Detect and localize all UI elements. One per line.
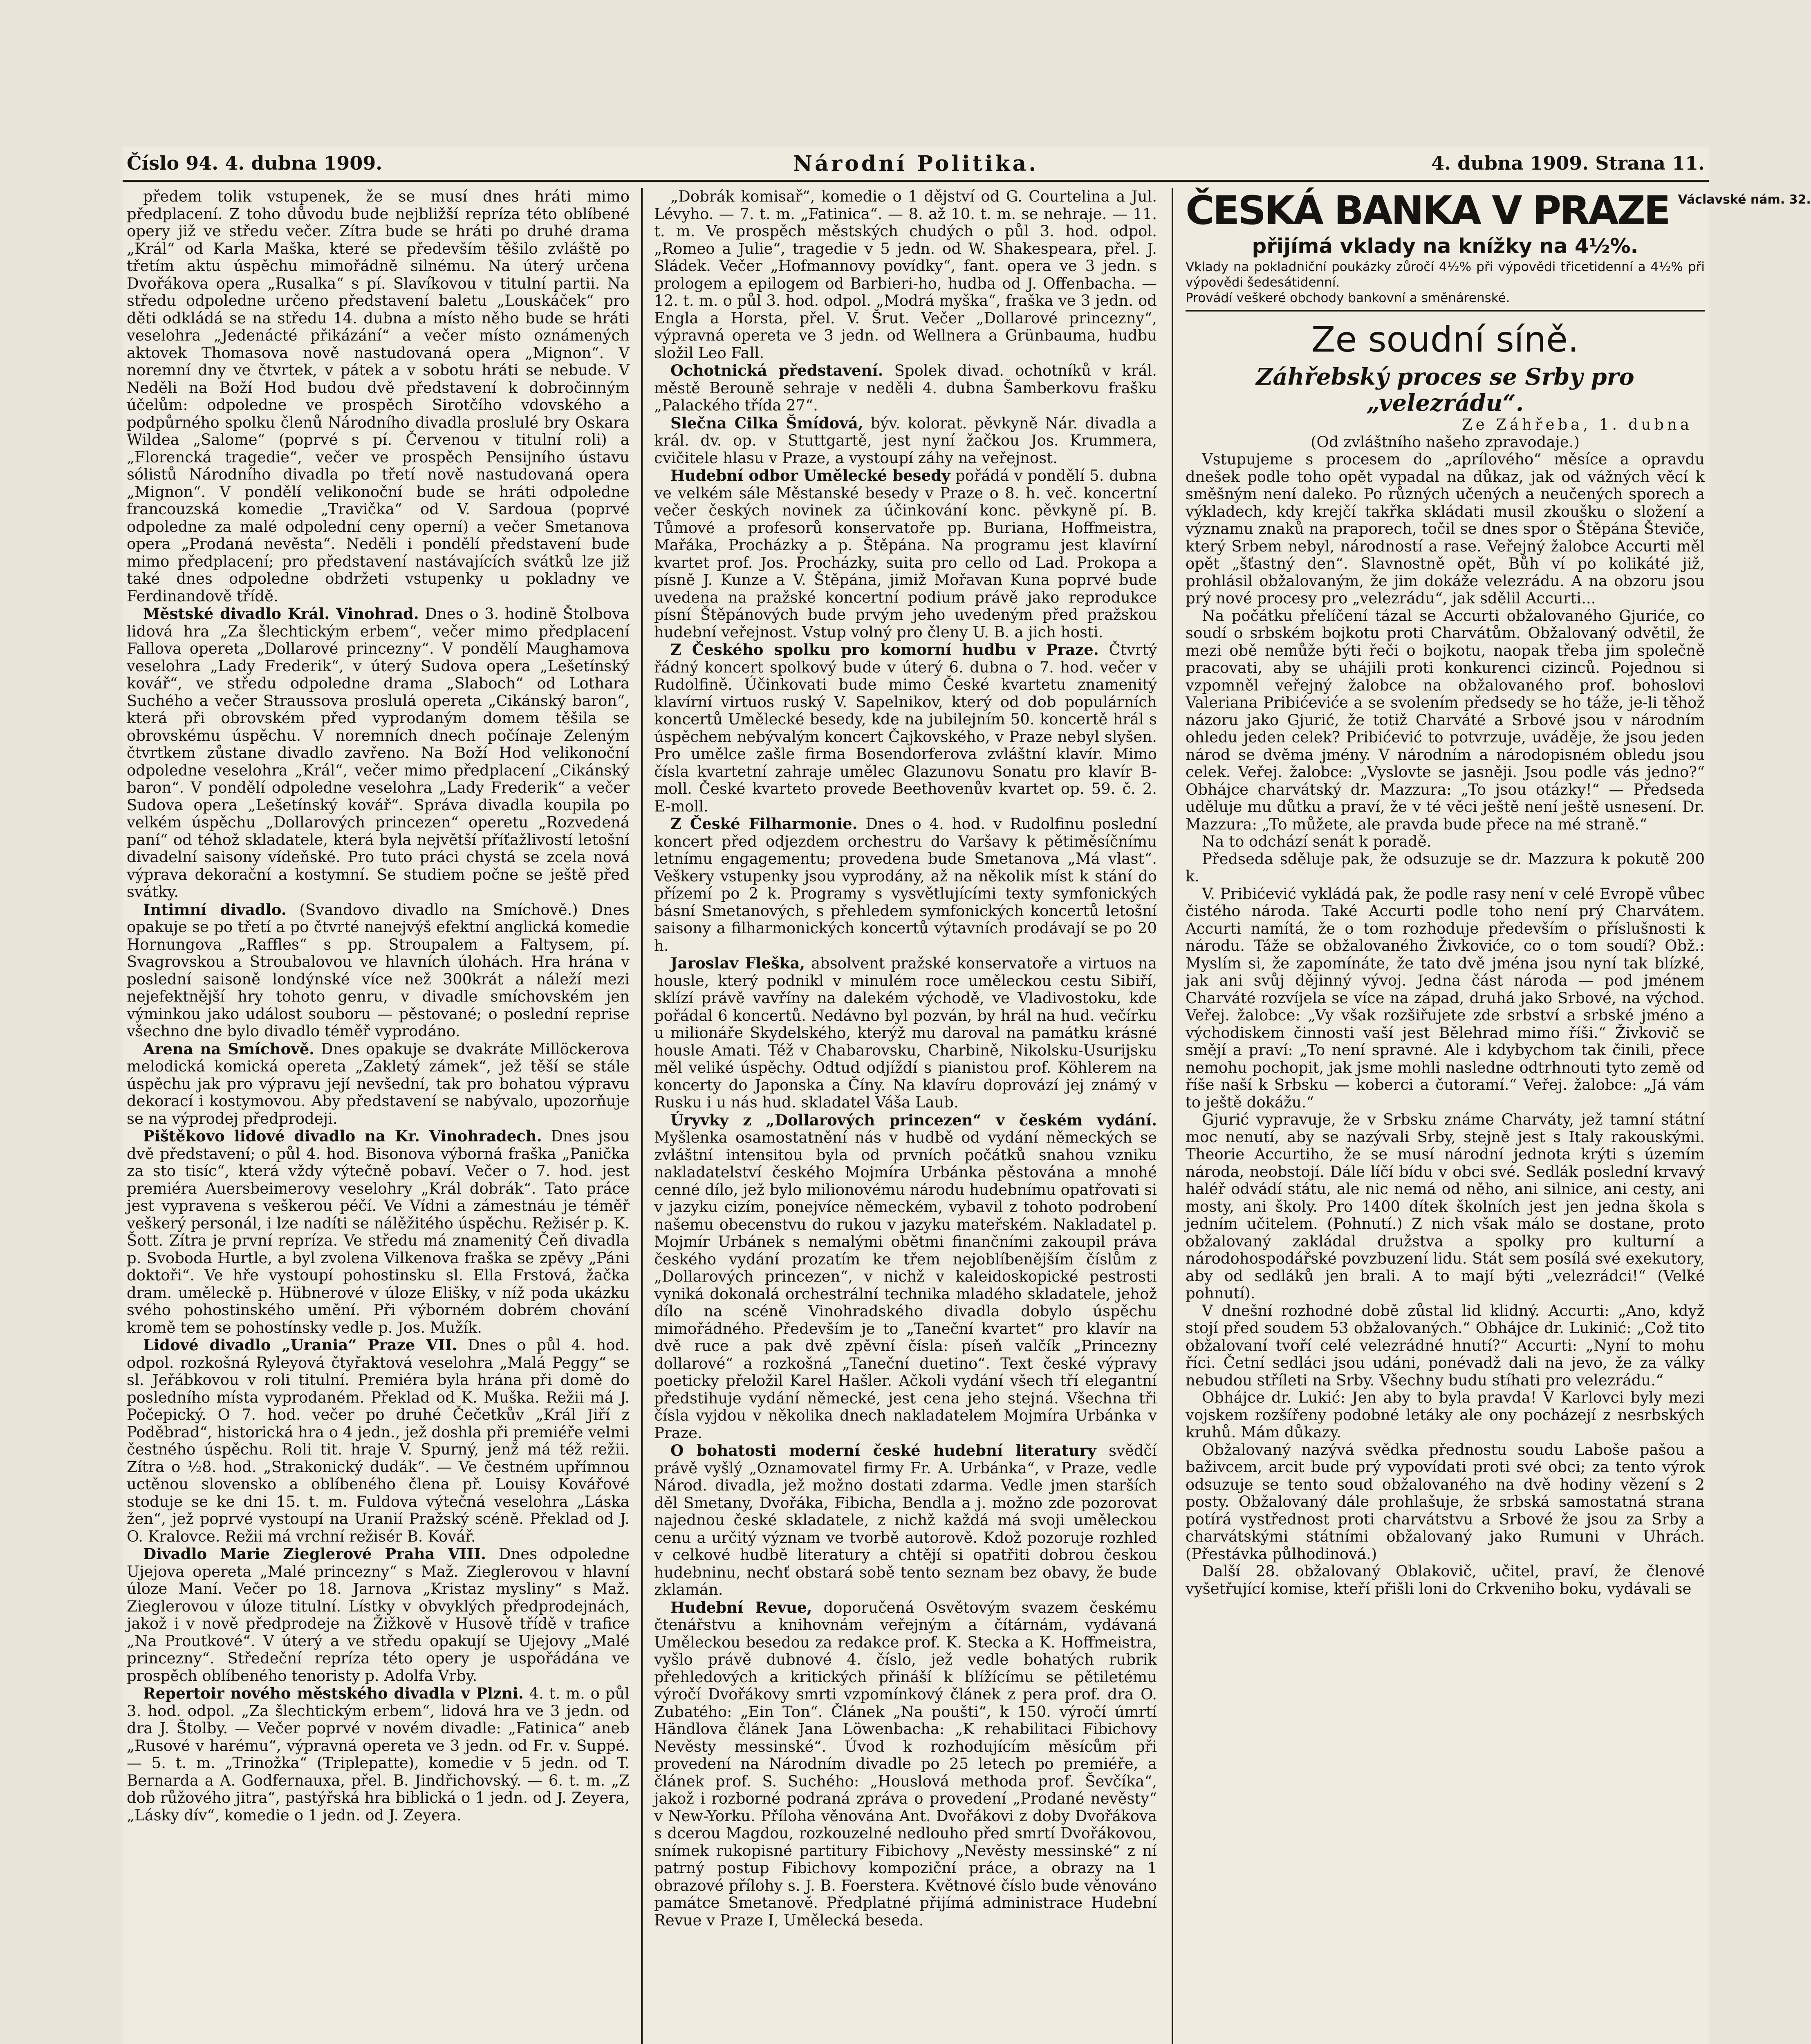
article-section: [127, 605, 630, 901]
paragraph: Obžalovaný nazývá svědka přednostu soudu Laboše pašou a baživcem, arcit bude prý vypovídati proti své obci; za tento výrok odsuzuje se tento soud obžalovaného na dvě hodiny vězení s 2 posty. Obžalovaný dále prohlašuje, že srbská samostatná strana potírá vystřednost proti charvátstvu a Srbové že jsou za Srby a charvátskými státními obžalovaný jako Rumuni v Uhrách. (Přestávka půlhodinová.): [1186, 1441, 1705, 1563]
section-head: Jaroslav Fleška,: [670, 954, 805, 972]
section-text: Dnes jsou dvě představení; o půl 4. hod. Bisonova výborná fraška „Panička za sto tisíc“, která vždy výtečně pobaví. Večer o 7. hod. jest premiéra Auersbeimerovy veselohry „Král dobrák“. Tato práce jest vypravena s veškerou péčí. Ve Vídni a zámestnáu je téměř veškerý personál, i lze nadíti se nálěžitého úspěchu. Režisér p. K. Šott. Zítra je první repríza. Ve středu má znamenitý Čeň divadla p. Svoboda Hurtle, a byl zvolena Vilkenova fraška se zpěvy „Páni doktoři“. Ve hře vystoupí pohostinsku sl. Ella Frstová, žačka dram. uměleckě p. Hübnerové v úloze Elišky, v níž poda ukázku svého pohostinského umění. Při výborném dobrém chování kromě tem se pohostínsky vedle p. Jos. Mužík.: [127, 1127, 630, 1336]
article-section: [127, 1336, 630, 1545]
section-head: Divadlo Marie Zieglerové Praha VIII.: [143, 1545, 486, 1563]
article-section: [654, 415, 1157, 467]
section-text: Dnes o půl 4. hod. odpol. rozkošná Ryleyová čtyřaktová veselohra „Malá Peggy“ se sl. Jeřábkovou v roli titulní. Premiéra byla hrána při domě do posledního místa vyprodaném. Překlad od K. Muška. Režii má J. Počepický. O 7. hod. večer po druhé Čečetkův „Král Jiří z Poděbrad“, historická hra o 4 jedn., jež doshla při premiéře velmi čestného úspěchu. Roli tit. hraje V. Spurný, jenž má též režii. Zítra o ½8. hod. „Strakonický dudák“. — Ve čestném upřímnou uctěnou slovensko a oblíbeného člena př. Louisy Kovářové stoduje se ke dni 15. t. m. Fuldova výtečná veselohra „Láska žen“, jež poprvé vystoupí na Uranií Pražský scéně. Překlad od J. O. Kralovce. Režii má vrchní režisér B. Kovář.: [127, 1336, 630, 1545]
paragraph: Gjurić vypravuje, že v Srbsku známe Charváty, jež tamní státní moc nenutí, aby se nazývali Srby, stejně jest s Italy rakouskými. Theorie Accurtiho, že se musí národní jednota krýti s územím národa, neobstojí. Dále líčí bídu v obci své. Sedlák poslední krvavý haléř odvádí státu, ale nic nemá od něho, ani silnice, ani cesty, ani mosty, ani školy. Pro 1400 dítek školních jest jen jedna škola s jedním učitelem. (Pohnutí.) Z nich však málo se dostane, proto obžalovaný zakládal družstva a spolky pro kulturní a národohospodářské povzbuzení lidu. Stát sem posílá své exekutory, aby od sedláků jen brali. A to mají býti „velezrádci!“ (Velké pohnutí).: [1186, 1111, 1705, 1302]
article-section: [127, 1685, 630, 1824]
bank-deposit-offer: přijímá vklady na knížky na 4½%.: [1252, 234, 1638, 258]
section-head: Arena na Smíchově.: [143, 1040, 315, 1058]
section-text: Dnes o 4. hod. v Rudolfinu poslední koncert před odjezdem orchestru do Varšavy k pětiměsíčnímu letnímu engagementu; provedena bude Smetanova „Má vlast“. Veškery vstupenky jsou vyprodány, až na několik míst k stání do přízemí po 2 k. Programy s vysvětlujícími texty symfonických básní Smetanových, s přehledem symfonických koncertů letošní saisony a filharmonických koncertů výtavních prodávají se po 20 h.: [654, 815, 1157, 955]
masthead-title: Národní Politika.: [793, 151, 1039, 176]
article-section: [654, 1112, 1157, 1442]
article-section: [654, 955, 1157, 1112]
section-head: Pištěkovo lidové divadlo na Kr. Vinohradech.: [143, 1127, 542, 1145]
issue-number-date: Číslo 94. 4. dubna 1909.: [127, 152, 383, 174]
paragraph: Na počátku přelíčení tázal se Accurti obžalovaného Gjuriće, co soudí o srbském bojkotu proti Charvátům. Obžalovaný odvětil, že mezi obě nemůže býti řeči o bojkotu, naopak třeba jim společně pracovati, aby se uhájili proti konkurenci cizinců. Pojednou si vzpomněl veřejný žalobce na obžalovaného prof. bohoslovi Valeriana Pribićeviće a se svolením předsedy se ho táže, je-li těhož názoru jako Gjurić, že totiž Charváté a Srbové jsou v národním ohledu jeden celek? Pribićević to potvrzuje, uváděje, že jsou jeden národ se dvěma jmény. V národním a národopisném obledu jsou celek. Veřej. žalobce: „Vyslovte se jasněji. Jsou podle vás jedno?“ Obhájce charvátský dr. Mazzura: „To jsou otázky!“ — Předseda uděluje mu důtku a praví, že v té věci ještě není ještě usnesení. Dr. Mazzura: „To můžete, ale pravda bude přece na mé straně.“: [1186, 607, 1705, 833]
article-section: [654, 1442, 1157, 1599]
section-text: Dnes opakuje se dvakráte Millöckerova melodická komická opereta „Zakletý zámek“, jež těší se stále úspěchu jak pro výpravu její nevšední, tak pro bohatou výpravu dekorací i kostymovou. Aby představení se nabývalo, upozorňuje se na výprodej předprodeji.: [127, 1040, 630, 1127]
article-title: Záhřebský proces se Srby pro „velezrádu“.: [1256, 363, 1634, 417]
section-text: Dnes odpoledne Ujejova opereta „Malé princezny“ s Maž. Zieglerovou v hlavní úloze Maní. Večer po 18. Jarnova „Kristaz mysliny“ s Maž. Zieglerovou v úloze titulní. Lístky v obvyklých předprodejnách, jakož i v nově předprodeje na Žižkově v Husově třídě v trafice „Na Proutkové“. V úterý a ve středu opakují se Ujejovy „Malé princezny“. Středeční repríza této opery je uspořádána ve prospěch oblíbeného tenoristy p. Adolfa Vrby.: [127, 1545, 630, 1685]
section-head: Ochotnická představení.: [670, 361, 883, 379]
section-text: absolvent pražské konservatoře a virtuos na housle, který podnikl v minulém roce uměleckou cestu Sibiří, sklízí právě vavříny na dalekém východě, ve Vladivostoku, kde pořádal 6 koncertů. Nedávno byl pozván, by hrál na hud. večírku u milionáře Skydelského, kterýž mu daroval na památku krásné housle Amati. Též v Chabarovsku, Charbině, Nikolsku-Usurijsku měl veliké úspěchy. Odtud odjíždí s pianistou prof. Köhlerem na koncerty do Japonska a Číny. Na klavíru doprovází jej známý v Rusku i u nás hud. skladatel Váša Laub.: [654, 955, 1157, 1111]
column-2: [654, 188, 1157, 2044]
article-section: [654, 1599, 1157, 1930]
bank-name-row: [1186, 188, 1811, 233]
section-head: Z České Filharmonie.: [670, 815, 858, 833]
bank-name: ČESKÁ BANKA V PRAZE: [1186, 188, 1669, 233]
section-text: Dnes o 3. hodině Štolbova lidová hra „Za šlechtickým erbem“, večer mimo předplacení Fallova opereta „Dollarové princezny“. V pondělí Maughamova veselohra „Lady Frederik“, v úterý Sudova opera „Lešetínský kovář“, ve středu odpoledne drama „Slaboch“ od Lothara Suchého a večer Straussova proslulá opereta „Cikánský baron“, která při obrovském před vyprodaným domem těšila se obrovskému úspěchu. V noremních dnech počínaje Zeleným čtvrtkem zůstane divadlo zavřeno. Na Boží Hod velikonoční odpoledne veselohra „Král“, večer mimo předplacení „Cikánský baron“. V pondělí odpoledne veselohra „Lady Frederik“ a večer Sudova opera „Lešetínský kovář“. Správa divadla koupila po velkém úspěchu „Dollarových princezen“ operetu „Rozvedená paní“ od téhož skladatele, která byla největší příťažlivostí letošní divadelní saisony vídeňské. Pro tuto práci chystá se zcela nová výprava dekorační a kostymní. Se studiem počne se ještě před svátky.: [127, 605, 630, 901]
article-section: [654, 362, 1157, 415]
section-head: Intimní divadlo.: [143, 900, 287, 919]
section-text: Spolek divad. ochotníků v král. městě Berouně sehraje v neděli 4. dubna Šamberkovu frašku „Palackého třída 27“.: [654, 362, 1157, 414]
paragraph: předem tolik vstupenek, že se musí dnes hráti mimo předplacení. Z toho důvodu bude nejbližší repríza této oblíbené opery již ve středu večer. Zítra bude se hráti po druhé drama „Král“ od Karla Maška, které se především těšilo zvláště po třetím aktu úspěchu mimořádně silnému. Na úterý určena Dvořákova opera „Rusalka“ s pí. Slavíkovou v titulní partii. Na středu odpoledne určeno představení baletu „Louskáček“ pro děti odkládá se na středu 14. dubna a místo něho bude se hráti veselohra „Jedenácté přikázání“ a večer místo oznámených aktovek Thomasova nově nastudovaná opera „Mignon“. V noremní dny ve čtvrtek, v pátek a v sobotu hráti se nebude. V Neděli na Boží Hod budou dvě představení k dobročinným účelům: odpoledne ve prospěch Sirotčího vdovského a podpůrného spolku členů Národního divadla proslulé bry Oskara Wildea „Salome“ (poprvé s pí. Červenou v titulní roli) a „Florencká tragedie“, večer ve prospěch Pensijního ústavu sólistů Národního divadla po třetí nově nastudovaná opera „Mignon“. V pondělí velikonoční bude se hráti odpoledne francouzská komedie „Travička“ od V. Sardoua (poprvé odpoledne za malé odpolední ceny operní) a večer Smetanova opera „Prodaná nevěsta“. Neděli i pondělí představení bude mimo předplacení; pro představení nastávajících svátků lze již také dnes odpoledne obdržeti vstupenky u pokladny ve Ferdinandově třídě.: [127, 188, 630, 605]
section-text: doporučená Osvětovým svazem českému čtenářstvu a knihovnám veřejným a čítárnám, vydávaná Uměleckou besedou za redakce prof. K. Stecka a K. Hoffmeistra, vyšlo právě dubnové 4. číslo, jež vedle bohatých rubrik přehledových a kritických přináší k blížícímu se pětiletému výročí Dvořákovy smrti vzpomínkový článek z pera prof. dra O. Zubatého: „Ein Ton“. Článek „Na poušti“, k 150. výročí úmrtí Händlova článek Jana Löwenbacha: „K rehabilitaci Fibichovy Nevěsty messinské“. Úvod k rozhodujícím měsícům při provedení na Národním divadle po 25 letech po premiéře, a článek prof. S. Suchého: „Houslová methoda prof. Ševčíka“, jakož i rozborné podraná zpráva o provedení „Prodané nevěsty“ v New-Yorku. Příloha věnována Ant. Dvořákovi z doby Dvořákova s dcerou Magdou, rozkouzelné nedlouho před smrtí Dvořákovou, snímek rukopisné partitury Fibichovy „Nevěsty messinské“ z ní patrný postup Fibichovy kompoziční práce, a obrazy na 1 obrazové přílohy s. J. B. Foerstera. Květnové číslo bude věnováno památce Smetanově. Předplatné přijímá administrace Hudební Revue v Praze I, Umělecká beseda.: [654, 1598, 1157, 1929]
paragraph: V dnešní rozhodné době zůstal lid klidný. Accurti: „Ano, když stojí před soudem 53 obžalovaných.“ Obhájce dr. Lukinić: „Což tito obžalovaní tvoří celé velezrádné hnutí?“ Accurti: „Nyní to mohu říci. Četní sedláci jsou udáni, ponévadž dali na jevo, že za války nebudou stříleti na Srby. Všechny budu stíhati pro velezrádu.“: [1186, 1302, 1705, 1389]
paragraph: „Dobrák komisař“, komedie o 1 dějství od G. Courtelina a Jul. Lévyho. — 7. t. m. „Fatinica“. — 8. až 10. t. m. se nehraje. — 11. t. m. Ve prospěch městských chudých o půl 3. hod. odpol. „Romeo a Julie“, tragedie v 5 jedn. od W. Shakespeara, přel. J. Sládek. Večer „Hofmannovy povídky“, fant. opera ve 3 jedn. s prologem a epilogem od Barbieri-ho, hudba od J. Offenbacha. — 12. t. m. o půl 3. hod. odpol. „Modrá myška“, fraška ve 3 jedn. od Engla a Horsta, přel. V. Šrut. Večer „Dollarové princezny“, výpravná opereta ve 3 jedn. od Wellnera a Grünbauma, hudbu složil Leo Fall.: [654, 188, 1157, 362]
bank-terms: Vklady na pokladniční poukázky zůročí 4½% při výpovědi třicetidenní a 4½% při výpovědi šedesátidenní.: [1186, 260, 1705, 290]
section-head: Úryvky z „Dollarových princezen“ v českém vydání.: [670, 1111, 1157, 1129]
section-text: pořádá v pondělí 5. dubna ve velkém sále Městanské besedy v Praze o 8. h. več. koncertní večer českých novinek za účinkování konc. pěvkyně pí. B. Tůmové a profesorů konservatoře pp. Buriana, Hoffmeistra, Mařáka, Procházky a p. Štěpána. Na programu jest klavírní kvartet prof. Jos. Procházky, suita pro cello od Lad. Prokopa a písně J. Kunze a V. Štěpána, jimiž Mořavan Kuna poprvé bude uvedena na pražské koncertní podium právě jako reprodukce písní Štěpánových bude prvým jeho uvedeným před pražskou hudební veřejnost. Vstup volný pro členy U. B. a jich hosti.: [654, 467, 1157, 641]
section-text: Myšlenka osamostatnění nás v hudbě od vydání německých se zvláštní intensitou byla od prvních počátků snahou vzniku nakladatelství českého Mojmíra Urbánka pěstována a mnohé cenné dílo, jež bylo milionovému národu hudebnímu opatřovati si v jazyku cizím, ponejvíce německém, vybavil z tohoto podrobení našemu obecenstvu do rukou v jazyku mateřském. Nakladatel p. Mojmír Urbánek s nemalými obětmi finančními zakoupil práva českého vydání prozatím ke třem nejoblíbenějším číslům z „Dollarových princezen“, v nichž v kaleidoskopické pestrosti vyniká dokonalá orchestrální technika mladého skladatele, jehož dílo na scéně Vinohradského divadla dobylo úspěchu mimořádného. Především je to „Taneční kvartet“ pro klavír na dvě ruce a pak dvě zpěvní čísla: píseň valčík „Princezny dollarové“ a rozkošná „Taneční duetino“. Text české výpravy poeticky přeložil Karel Hašler. Ačkoli vydání všech tří elegantní předstihuje vydání německé, jest cena jeho stejná. Všechna tři čísla vyjdou v několika dnech nakladatelem Mojmíra Urbánka v Praze.: [654, 1129, 1157, 1442]
section-text: (Svandovo divadlo na Smíchově.) Dnes opakuje se po třetí a po čtvrté nanejvýš efektní anglická komedie Hornungova „Raffles“ s pp. Stroupalem a Faltysem, pí. Svagrovskou a Stroubalovou ve hlavních úlohách. Hra hrána v poslední saisoně londýnské více než 300krát a náleží mezi nejefektnější hry tohoto genru, v divadle smíchovském jen výminkou jako událost souboru — pěstované; o poslední reprise všechno dne bylo divadlo téměř vyprodáno.: [127, 901, 630, 1040]
section-head: Repertoir nového městského divadla v Plzni.: [143, 1684, 524, 1702]
paragraph: Vstupujeme s procesem do „aprílového“ měsíce a opravdu dnešek podle toho opět vypadal na důkaz, jak od vážných věcí k směšným není daleko. Po různých učených a neučených sporech a výkladech, kdy krejčí takřka skládati musil zkoušku o složení a významu znaků na praporech, točil se dnes spor o Štěpána Števiče, který Srbem nebyl, národností a rase. Veřejný žalobce Accurti měl opět „šťastný den“. Slavnostně opět, Bůh ví po kolikáté již, prohlásil obžalovaným, že jim dokáže velezrádu. A na obzoru jsou prý nové procesy pro „velezrádu“, jak sdělil Accurti...: [1186, 450, 1705, 607]
section-head: Slečna Cilka Šmídová,: [670, 414, 863, 432]
paragraph: Předseda sděluje pak, že odsuzuje se dr. Mazzura k pokutě 200 k.: [1186, 850, 1705, 885]
article-section: [654, 641, 1157, 815]
paragraph: V. Pribićević vykládá pak, že podle rasy není v celé Evropě vůbec čistého národa. Také Accurti podle toho není prý Charvátem. Accurti namítá, že o tom rozhoduje především o příslušnosti k národu. Táže se obžalovaného Živkoviće, co o tom soudí? Obž.: Myslím si, že zapomínáte, že tato dvě jména jsou nyní tak blízké, jak ani svůj dějinný vývoj. Jedna část národa — pod jménem Charváté rozvíjela se více na západ, druhá jako Srbové, na východ. Veřej. žalobce: „Vy však rozšiřujete zde srbství a srbské jméno a východiskem činnosti vaší jest Bělehrad mimo říši.“ Živkovič se smějí a praví: „To není spravné. Ale i kdybychom tak činili, přece nemohu pochopit, jak jsme mohli nasledne odtrhnouti tyto země od říše naší k Srbsku — koberci a čutoramí.“ Veřej. žalobce: „Já vám to ještě dokážu.“: [1186, 885, 1705, 1111]
page-header: [123, 147, 1709, 182]
section-head: O bohatosti moderní české hudební literatury: [670, 1441, 1096, 1459]
section-head: Hudební Revue,: [670, 1598, 812, 1616]
article-section: [654, 467, 1157, 641]
section-head: Z Českého spolku pro komorní hudbu v Praze.: [670, 641, 1099, 659]
column-1: [127, 188, 630, 2044]
column-3: [1186, 188, 1811, 2044]
article-section: [127, 1545, 630, 1685]
article-subhead: (Od zvláštního našeho zpravodaje.): [1311, 433, 1580, 451]
section-text: svědčí právě vyšlý „Oznamovatel firmy Fr. A. Urbánka“, v Praze, vedle Národ. divadla, jež možno dostati zdarma. Vedle jmen starších děl Smetany, Dvořáka, Fibicha, Bendla a j. možno zde pozorovat najednou české skladatele, z nichž každá má svoji uměleckou cenu a určitý význam ve tvorbě autorově. Kdož pozoruje rozhled v celkové hudbě literatury a chtějí si opatřiti dobrou českou hudebninu, nechť obstará sobě tento seznam bez obavy, že bude zklamán.: [654, 1442, 1157, 1598]
section-title: Ze soudní síně.: [1311, 319, 1579, 360]
section-text: 4. t. m. o půl 3. hod. odpol. „Za šlechtickým erbem“, lidová hra ve 3 jedn. od dra J. Štolby. — Večer poprvé v novém divadle: „Fatinica“ aneb „Rusové v harému“, výpravná opereta ve 3 jedn. od Fr. v. Suppé. — 5. t. m. „Trinožka“ (Triplepatte), komedie v 5 jedn. od T. Bernarda a A. Godfernauxa, přel. B. Jindřichovský. — 6. t. m. „Z dob růžového jitra“, pastýřská hra biblická o 1 jedn. od J. Zeyera, „Lásky dív“, komedie o 1 jedn. od J. Zeyera.: [127, 1685, 630, 1824]
section-text: býv. kolorat. pěvkyně Nár. divadla a král. dv. op. v Stuttgartě, jest nyní žačkou Jos. Krummera, cvičitele hlasu v Praze, a vystoupí záhy na veřejnost.: [654, 414, 1157, 467]
dateline: Ze Záhřeba, 1. dubna: [1462, 416, 1692, 433]
article-section: [127, 1127, 630, 1336]
newspaper-page: [123, 147, 1811, 2044]
date-page-number: 4. dubna 1909. Strana 11.: [1431, 152, 1705, 174]
bank-address: Václavské nám. 32.: [1678, 193, 1811, 207]
section-text: Čtvrtý řádný koncert spolkový bude v úterý 6. dubna o 7. hod. večer v Rudolfině. Účinkovati bude mimo České kvartetu znamenitý klavírní virtuos ruský V. Sapelnikov, který od dob populárních koncertů Umělecké besedy, kde na jubilejním 50. koncertě hrál s úspěchem nebývalým koncert Čajkovského, v Praze nebyl slyšen. Pro umělce zašle firma Bosendorferova zvláštní klavír. Mimo čísla kvartetní zahraje umělec Glazunovu Sonatu pro klavír B-moll. České kvarteto provede Beethovenův kvartet op. 59. č. 2. E-moll.: [654, 641, 1157, 815]
article-section: [654, 815, 1157, 955]
paragraph: Další 28. obžalovaný Oblakovič, učitel, praví, že členové vyšetřující komise, kteří přišli loni do Crkveniho boku, vydávali se: [1186, 1562, 1705, 1598]
section-head: Městské divadlo Král. Vinohrad.: [143, 605, 419, 623]
article-section: [127, 1040, 630, 1128]
column-rule: [1172, 188, 1173, 2044]
section-head: Lidové divadlo „Urania“ Praze VII.: [143, 1336, 457, 1354]
bank-services: Provádí veškeré obchody bankovní a směnárenské.: [1186, 291, 1510, 305]
article-section: [127, 901, 630, 1040]
paragraph: Obhájce dr. Lukić: Jen aby to byla pravda! V Karlovci byly mezi vojskem rozšířeny podobné letáky ale ony pocházejí z nesrbských kruhů. Mám důkazy.: [1186, 1389, 1705, 1441]
paragraph: Na to odchází senát k poradě.: [1202, 833, 1432, 850]
column-rule: [641, 188, 643, 2044]
bank-advertisement: [1186, 188, 1811, 312]
section-head: Hudební odbor Umělecké besedy: [670, 466, 950, 484]
